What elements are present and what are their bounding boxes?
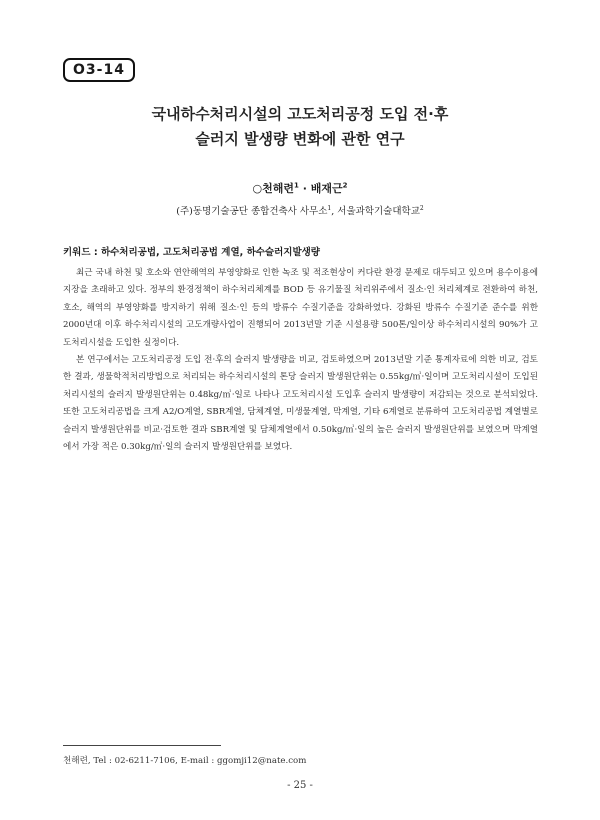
author-separator: · [298, 182, 311, 195]
paper-title-line-2: 슬러지 발생량 변화에 관한 연구 [195, 130, 405, 148]
abstract-paragraph-2: 본 연구에서는 고도처리공정 도입 전·후의 슬러지 발생량을 비교, 검토하였으며 2013년말 기준 통계자료에 의한 비교, 검토한 결과, 생물학적처리방법으로 처리되는 하수처리시설의 톤당 슬러지 발생원단위는 0.55kg/㎥·일이며 고도처리시설이 도입된 처리시설의 슬러지 발생원단위는 0.48kg/㎥·일로 나타나 고도처리시설 도입후 슬러지 발생량이 저감되는 것으로 분석되었다. 또한 고도처리공법을 크게 A2/O계열, SBR계열, 담체계열, 미생물계열, 막계열, 기타 6계열로 분류하여 고도처리공법 계열별로 슬러지 발생원단위를 비교·검토한 결과 SBR계열 및 담체계열에서 0.50kg/㎥·일의 높은 슬러지 발생원단위를 보였으며 막계열에서 가장 적은 0.30kg/㎥·일의 슬러지 발생원단위를 보였다. [63, 355, 538, 453]
presenter-marker: ○ [252, 182, 263, 195]
affiliation-1: (주)동명기술공단 종합건축사 사무소 [176, 206, 328, 217]
corresponding-author-footnote: 천해련, Tel : 02-6211-7106, E-mail : ggomji12@nate.com [63, 756, 307, 766]
author-2-affiliation-mark: 2 [342, 181, 348, 190]
author-1-affiliation-mark: 1 [294, 181, 299, 190]
footnote-divider [63, 745, 221, 746]
paper-title-line-1: 국내하수처리시설의 고도처리공정 도입 전·후 [151, 105, 449, 123]
keywords: 키워드 : 하수처리공법, 고도처리공법 계열, 하수슬러지발생량 [63, 247, 320, 258]
affiliation-separator: , [331, 206, 338, 217]
affiliation-1-mark: 1 [327, 204, 332, 212]
abstract-paragraph-1: 최근 국내 하천 및 호소와 연안해역의 부영양화로 인한 녹조 및 적조현상이 커다란 환경 문제로 대두되고 있으며 용수이용에 지장을 초래하고 있다. 정부의 환경정책이 하수처리체계를 BOD 등 유기물질 처리위주에서 질소·인 처리체계로 전환하여 하천, 호소, 해역의 부영양화를 방지하기 위해 질소·인 등의 방류수 수질기준을 강화하였다. 강화된 방류수 수질기준 준수를 위한 2000년대 이후 하수처리시설의 고도개량사업이 진행되어 2013년말 기준 시설용량 500톤/일이상 하수처리시설의 90%가 고도처리시설을 도입한 실정이다. [63, 268, 538, 348]
author-2: 배재근 [310, 182, 343, 195]
session-badge: O3-14 [63, 58, 135, 82]
author-list [0, 180, 600, 196]
author-1: 천해련 [262, 182, 294, 195]
abstract [63, 265, 538, 456]
affiliation-2-mark: 2 [419, 204, 424, 212]
affiliation-line [0, 203, 600, 217]
affiliation-2: 서울과학기술대학교 [337, 206, 420, 217]
page-number: - 25 - [287, 780, 313, 791]
